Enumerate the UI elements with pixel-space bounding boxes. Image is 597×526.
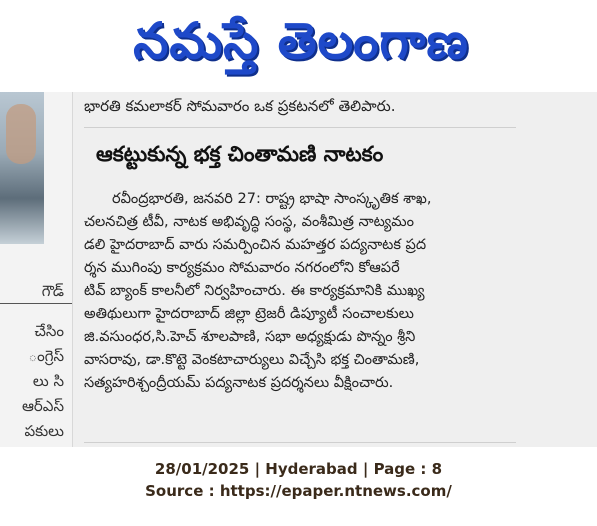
- date-location-page: 28/01/2025 | Hyderabad | Page : 8: [154, 460, 443, 478]
- masthead: [0, 0, 597, 90]
- adjacent-heading-rule: [0, 303, 72, 304]
- article-body-line: సత్యహరిశ్చంద్రీయమ్ పద్యనాటక ప్రదర్శనలు వీక్షించారు.: [84, 375, 394, 391]
- source-line: Source : https://epaper.ntnews.com/: [145, 482, 452, 500]
- article-body-line: చలనచిత్ర టీవీ, నాటక అభివృద్ధి సంస్థ, వంశీమిత్ర నాట్యమం: [84, 214, 414, 230]
- article-headline: ఆకట్టుకున్న భక్త చింతామణి నాటకం: [96, 142, 384, 166]
- adjacent-text-line: ంగ్రెస్: [28, 347, 64, 365]
- adjacent-heading-fragment: గౌడ్: [41, 282, 64, 300]
- article-photo: [0, 92, 44, 244]
- article-body: [84, 188, 516, 395]
- article-body-line: ర్శన ముగింపు కార్యక్రమం సోమవారం నగరంలోని కోఆపరే: [84, 260, 400, 276]
- article-body-line: అతిథులుగా హైదరాబాద్ జిల్లా ట్రెజరీ డిప్యూటీ సంచాలకులు: [84, 306, 414, 322]
- separator-rule: [84, 127, 516, 128]
- previous-article-last-line: భారతి కమలాకర్ సోమవారం ఒక ప్రకటనలో తెలిపారు.: [84, 97, 396, 115]
- newspaper-logo-title: నమస్తే తెలంగాణ: [133, 11, 469, 70]
- article: [84, 92, 524, 447]
- adjacent-text-line: లు సి: [32, 372, 64, 390]
- adjacent-text-line: చేసిం: [34, 322, 64, 340]
- adjacent-article-strip: [0, 92, 73, 447]
- article-body-line: జి.వసుంధర,సి.హెచ్ శూలపాణి, సభా అధ్యక్షుడు పొన్నం శ్రీని: [84, 329, 416, 345]
- article-body-line: వాసరావు, డా.కొట్టె వెంకటాచార్యులు విచ్చేసి భక్త చింతామణి,: [84, 352, 420, 368]
- newspaper-clipping: [0, 92, 597, 447]
- clipping-footer: [0, 458, 597, 502]
- article-bottom-rule: [84, 442, 516, 443]
- article-body-line: రవీంద్రభారతి, జనవరి 27: రాష్ట్ర భాషా సాంస్కృతిక శాఖ,: [112, 191, 432, 207]
- article-body-line: డలి హైదరాబాద్ వారు సమర్పించిన మహత్తర పద్యనాటక ప్రద: [84, 237, 427, 253]
- adjacent-text-line: పకులు: [24, 422, 64, 440]
- adjacent-text-line: ఆర్ఎస్: [21, 397, 64, 415]
- article-body-line: టివ్ బ్యాంక్ కాలనీలో నిర్వహించారు. ఈ కార్యక్రమానికి ముఖ్య: [84, 283, 425, 299]
